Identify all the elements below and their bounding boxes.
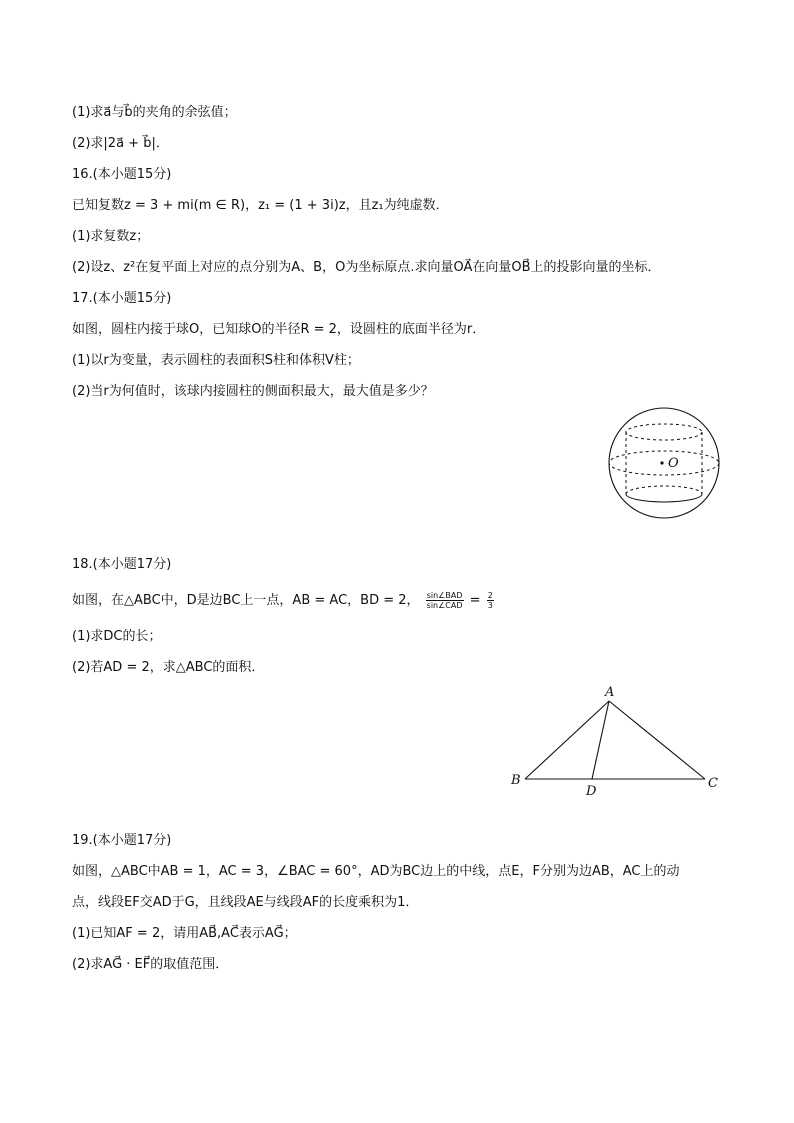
sphere-cylinder-figure [606, 405, 722, 521]
line-q18-heading: 18.(本小题17分) [72, 557, 172, 572]
line-q16-heading: 16.(本小题15分) [72, 167, 172, 182]
line-q17-heading: 17.(本小题15分) [72, 291, 172, 306]
label-b: B [511, 773, 521, 788]
line-q19-heading: 19.(本小题17分) [72, 833, 172, 848]
label-c: C [708, 776, 718, 791]
fraction-denominator: sin∠CAD [426, 601, 463, 610]
value-numerator: 2 [487, 591, 493, 600]
side-ac [609, 701, 705, 779]
label-d: D [586, 784, 597, 799]
side-ab [525, 701, 609, 779]
line-q19-stem1: 如图，△ABC中AB = 1，AC = 3，∠BAC = 60°，AD为BC边上的中线，点E，F分别为边AB，AC上的动 [72, 864, 680, 879]
ratio-value [487, 591, 494, 610]
line-q17-part1: (1)以r为变量，表示圆柱的表面积S柱和体积V柱； [72, 353, 360, 368]
line-q18-part1: (1)求DC的长； [72, 629, 162, 644]
label-o: O [668, 456, 679, 471]
triangle-figure [505, 682, 730, 802]
line-q17-part2: (2)当r为何值时，该球内接圆柱的侧面积最大，最大值是多少？ [72, 384, 434, 399]
ratio-fraction [426, 591, 464, 610]
cylinder-bottom-front [626, 494, 702, 502]
cylinder-top-back [626, 424, 702, 440]
fraction-equals: = [469, 593, 481, 608]
line-q19-stem2: 点，线段EF交AD于G，且线段AE与线段AF的长度乘积为1． [72, 895, 419, 910]
center-dot [660, 461, 663, 464]
line-q15-part1: (1)求a⃗与b⃗的夹角的余弦值； [72, 105, 237, 120]
line-q16-part2: (2)设z、z²在复平面上对应的点分别为A、B，O为坐标原点.求向量OA⃗在向量OB⃗上的投影向量的坐标． [72, 260, 661, 275]
label-a: A [605, 685, 615, 700]
line-q18-part2: (2)若AD = 2，求△ABC的面积． [72, 660, 265, 675]
fraction-numerator: sin∠BAD [426, 591, 463, 600]
line-q18-stem [72, 591, 496, 609]
line-q19-part1: (1)已知AF = 2，请用AB⃗,AC⃗表示AG⃗； [72, 926, 297, 941]
line-q17-stem: 如图，圆柱内接于球O，已知球O的半径R = 2，设圆柱的底面半径为r． [72, 322, 486, 337]
cylinder-bottom-back [626, 486, 702, 494]
q18-stem-text: 如图，在△ABC中，D是边BC上一点，AB = AC，BD = 2， [72, 593, 420, 608]
line-q16-stem: 已知复数z = 3 + mi(m ∈ R)，z₁ = (1 + 3i)z，且z₁为纯虚数． [72, 198, 449, 213]
segment-ad [592, 701, 609, 779]
value-denominator: 3 [487, 601, 493, 610]
line-q16-part1: (1)求复数z； [72, 229, 150, 244]
line-q19-part2: (2)求AG⃗ · EF⃗的取值范围． [72, 957, 229, 972]
line-q15-part2: (2)求|2a⃗ + b⃗|． [72, 136, 169, 151]
